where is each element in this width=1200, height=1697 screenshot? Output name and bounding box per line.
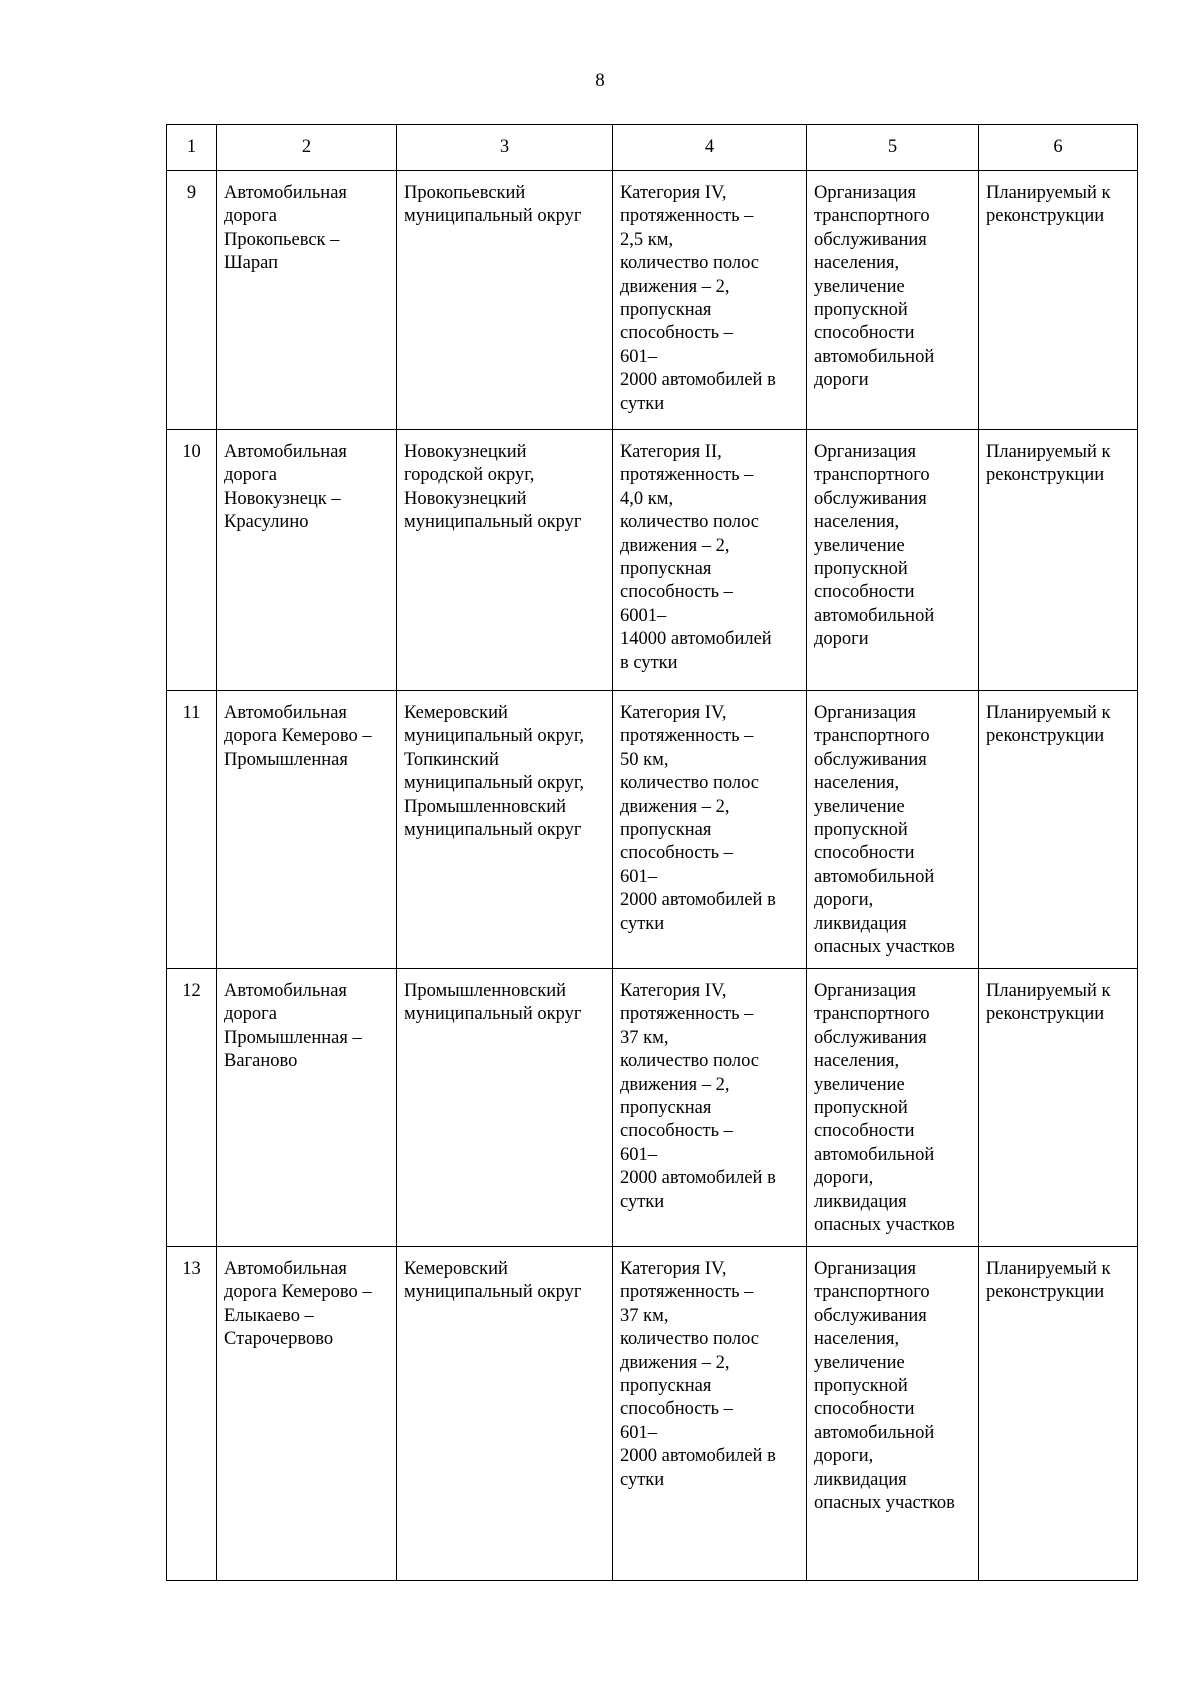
table-row [167, 691, 1138, 969]
cell-characteristics [613, 691, 807, 969]
cell-text-line: Прокопьевский [404, 183, 526, 203]
cell-text-line: дороги, [814, 890, 874, 911]
cell-text-line: сутки [620, 1191, 665, 1212]
cell-text-line: 4,0 км, [620, 488, 674, 509]
column-header-2: 2 [217, 125, 397, 171]
cell-status [979, 1247, 1138, 1581]
cell-number: 13 [167, 1247, 217, 1581]
cell-text-line: опасных участков [814, 1215, 955, 1236]
cell-text-line: Категория II, [620, 442, 722, 462]
column-header-5: 5 [807, 125, 979, 171]
cell-number: 10 [167, 430, 217, 691]
cell-text-line: автомобильной [814, 346, 935, 367]
cell-text-line: реконструкции [986, 465, 1105, 486]
cell-text-line: транспортного [814, 1004, 930, 1025]
cell-text-line: Организация [814, 703, 917, 723]
cell-text-line: Кемеровский [404, 703, 508, 723]
cell-text-line: автомобильной [814, 1422, 935, 1443]
cell-text-line: обслуживания [814, 488, 927, 509]
cell-text-line: Планируемый к [986, 183, 1111, 203]
cell-number: 12 [167, 969, 217, 1247]
cell-text-line: пропускной [814, 820, 908, 841]
cell-status [979, 691, 1138, 969]
cell-text-line: дорога [224, 206, 277, 227]
cell-text-line: способности [814, 1121, 915, 1142]
cell-text-line: Промышленная [224, 749, 348, 770]
cell-text-line: протяженность – [620, 1282, 754, 1303]
cell-text-line: пропускная [620, 1376, 712, 1397]
cell-text-line: дорога Кемерово – [224, 1282, 372, 1303]
cell-text-line: Организация [814, 981, 917, 1001]
cell-text-line: дороги [814, 629, 869, 650]
cell-text-line: протяженность – [620, 206, 754, 227]
cell-text-line: движения – 2, [620, 1352, 730, 1373]
cell-text-line: 601– [620, 1422, 657, 1443]
cell-text-line: пропускная [620, 820, 712, 841]
column-header-6: 6 [979, 125, 1138, 171]
cell-text-line: ликвидация [814, 1191, 907, 1212]
cell-text-line: способность – [620, 843, 733, 864]
cell-text-line: транспортного [814, 1282, 930, 1303]
cell-text-line: 601– [620, 1144, 657, 1165]
cell-text-line: протяженность – [620, 1004, 754, 1025]
cell-text-line: пропускная [620, 300, 712, 321]
cell-text-line: способности [814, 1399, 915, 1420]
road-projects-table [166, 124, 1138, 1581]
cell-text-line: дорога Кемерово – [224, 726, 372, 747]
cell-text-line: количество полос [620, 1051, 760, 1072]
cell-text-line: движения – 2, [620, 796, 730, 817]
cell-text-line: увеличение [814, 535, 905, 556]
cell-text-line: способность – [620, 323, 733, 344]
cell-road-name [217, 969, 397, 1247]
cell-location [397, 171, 613, 430]
cell-text-line: 601– [620, 866, 657, 887]
cell-text-line: муниципальный округ [404, 206, 582, 227]
cell-text-line: муниципальный округ [404, 512, 582, 533]
cell-text-line: 2,5 км, [620, 229, 674, 250]
cell-purpose [807, 171, 979, 430]
cell-purpose [807, 691, 979, 969]
cell-road-name [217, 1247, 397, 1581]
cell-status [979, 969, 1138, 1247]
cell-status [979, 430, 1138, 691]
cell-location [397, 430, 613, 691]
cell-text-line: Автомобильная [224, 1259, 347, 1279]
cell-road-name [217, 691, 397, 969]
cell-text-line: дорога [224, 465, 277, 486]
cell-characteristics [613, 969, 807, 1247]
cell-text-line: Шарап [224, 253, 278, 274]
cell-text-line: количество полос [620, 773, 760, 794]
cell-text-line: населения, [814, 512, 900, 533]
cell-status [979, 171, 1138, 430]
page-number: 8 [595, 70, 605, 91]
cell-text-line: Автомобильная [224, 183, 347, 203]
cell-text-line: пропускной [814, 300, 908, 321]
cell-text-line: 2000 автомобилей в [620, 1446, 776, 1467]
cell-road-name [217, 171, 397, 430]
cell-text-line: 6001– [620, 605, 667, 626]
cell-text-line: Новокузнецк – [224, 488, 341, 509]
cell-characteristics [613, 171, 807, 430]
cell-text-line: Категория IV, [620, 1259, 727, 1279]
cell-text-line: Категория IV, [620, 981, 727, 1001]
cell-text-line: транспортного [814, 206, 930, 227]
cell-text-line: ликвидация [814, 1469, 907, 1490]
cell-text-line: транспортного [814, 726, 930, 747]
cell-text-line: обслуживания [814, 1027, 927, 1048]
cell-text-line: Организация [814, 442, 917, 462]
cell-text-line: населения, [814, 1051, 900, 1072]
cell-text-line: пропускная [620, 559, 712, 580]
table-row [167, 171, 1138, 430]
cell-text-line: городской округ, [404, 465, 535, 486]
cell-purpose [807, 969, 979, 1247]
cell-text-line: протяженность – [620, 726, 754, 747]
cell-text-line: муниципальный округ [404, 820, 582, 841]
table-row [167, 430, 1138, 691]
cell-text-line: Новокузнецкий [404, 488, 527, 509]
cell-text-line: движения – 2, [620, 276, 730, 297]
cell-location [397, 1247, 613, 1581]
cell-text-line: пропускная [620, 1098, 712, 1119]
cell-text-line: способности [814, 843, 915, 864]
cell-text-line: Организация [814, 183, 917, 203]
cell-location [397, 691, 613, 969]
cell-text-line: Кемеровский [404, 1259, 508, 1279]
cell-text-line: Планируемый к [986, 981, 1111, 1001]
cell-text-line: способность – [620, 582, 733, 603]
cell-text-line: сутки [620, 393, 665, 414]
column-header-1: 1 [167, 125, 217, 171]
cell-text-line: реконструкции [986, 726, 1105, 747]
column-header-4: 4 [613, 125, 807, 171]
table-header-row [167, 125, 1138, 171]
cell-characteristics [613, 430, 807, 691]
cell-text-line: способность – [620, 1121, 733, 1142]
cell-characteristics [613, 1247, 807, 1581]
cell-text-line: муниципальный округ [404, 1004, 582, 1025]
cell-text-line: обслуживания [814, 229, 927, 250]
cell-text-line: муниципальный округ, [404, 726, 584, 747]
cell-text-line: сутки [620, 913, 665, 934]
cell-text-line: сутки [620, 1469, 665, 1490]
cell-text-line: автомобильной [814, 866, 935, 887]
cell-text-line: населения, [814, 1329, 900, 1350]
table-row [167, 969, 1138, 1247]
cell-text-line: увеличение [814, 796, 905, 817]
cell-text-line: реконструкции [986, 1004, 1105, 1025]
table-row [167, 1247, 1138, 1581]
cell-text-line: 2000 автомобилей в [620, 890, 776, 911]
cell-text-line: увеличение [814, 1074, 905, 1095]
cell-text-line: реконструкции [986, 206, 1105, 227]
cell-text-line: 37 км, [620, 1027, 669, 1048]
cell-text-line: движения – 2, [620, 1074, 730, 1095]
cell-text-line: количество полос [620, 1329, 760, 1350]
cell-text-line: движения – 2, [620, 535, 730, 556]
cell-number: 11 [167, 691, 217, 969]
cell-text-line: дорога [224, 1004, 277, 1025]
cell-text-line: дороги [814, 370, 869, 391]
cell-text-line: 50 км, [620, 749, 669, 770]
cell-text-line: Планируемый к [986, 442, 1111, 462]
cell-text-line: Организация [814, 1259, 917, 1279]
cell-text-line: количество полос [620, 512, 760, 533]
cell-text-line: транспортного [814, 465, 930, 486]
cell-text-line: Планируемый к [986, 1259, 1111, 1279]
cell-text-line: Промышленновский [404, 796, 567, 817]
cell-purpose [807, 1247, 979, 1581]
cell-text-line: дороги, [814, 1446, 874, 1467]
cell-text-line: способность – [620, 1399, 733, 1420]
cell-road-name [217, 430, 397, 691]
cell-text-line: дороги, [814, 1168, 874, 1189]
cell-text-line: автомобильной [814, 605, 935, 626]
cell-text-line: реконструкции [986, 1282, 1105, 1303]
cell-number: 9 [167, 171, 217, 430]
cell-text-line: Прокопьевск – [224, 229, 340, 250]
cell-text-line: опасных участков [814, 1493, 955, 1514]
cell-text-line: 37 км, [620, 1305, 669, 1326]
cell-text-line: обслуживания [814, 749, 927, 770]
cell-text-line: в сутки [620, 652, 678, 673]
cell-location [397, 969, 613, 1247]
cell-text-line: 2000 автомобилей в [620, 370, 776, 391]
cell-text-line: муниципальный округ [404, 1282, 582, 1303]
cell-text-line: пропускной [814, 1098, 908, 1119]
cell-text-line: пропускной [814, 1376, 908, 1397]
cell-text-line: Топкинский [404, 749, 499, 770]
cell-text-line: 2000 автомобилей в [620, 1168, 776, 1189]
cell-text-line: увеличение [814, 1352, 905, 1373]
cell-text-line: способности [814, 323, 915, 344]
cell-text-line: количество полос [620, 253, 760, 274]
cell-purpose [807, 430, 979, 691]
cell-text-line: Новокузнецкий [404, 442, 527, 462]
cell-text-line: Елыкаево – [224, 1305, 314, 1326]
cell-text-line: Красулино [224, 512, 309, 533]
cell-text-line: Автомобильная [224, 703, 347, 723]
cell-text-line: 601– [620, 346, 657, 367]
cell-text-line: Автомобильная [224, 442, 347, 462]
cell-text-line: опасных участков [814, 937, 955, 958]
cell-text-line: увеличение [814, 276, 905, 297]
cell-text-line: Категория IV, [620, 703, 727, 723]
cell-text-line: муниципальный округ, [404, 773, 584, 794]
cell-text-line: протяженность – [620, 465, 754, 486]
cell-text-line: населения, [814, 253, 900, 274]
cell-text-line: Старочервово [224, 1329, 334, 1350]
cell-text-line: ликвидация [814, 913, 907, 934]
cell-text-line: Промышленная – [224, 1027, 362, 1048]
cell-text-line: обслуживания [814, 1305, 927, 1326]
cell-text-line: Планируемый к [986, 703, 1111, 723]
cell-text-line: Категория IV, [620, 183, 727, 203]
column-header-3: 3 [397, 125, 613, 171]
cell-text-line: 14000 автомобилей [620, 629, 772, 650]
cell-text-line: Ваганово [224, 1051, 298, 1072]
cell-text-line: Автомобильная [224, 981, 347, 1001]
cell-text-line: населения, [814, 773, 900, 794]
cell-text-line: автомобильной [814, 1144, 935, 1165]
cell-text-line: Промышленновский [404, 981, 567, 1001]
cell-text-line: пропускной [814, 559, 908, 580]
cell-text-line: способности [814, 582, 915, 603]
